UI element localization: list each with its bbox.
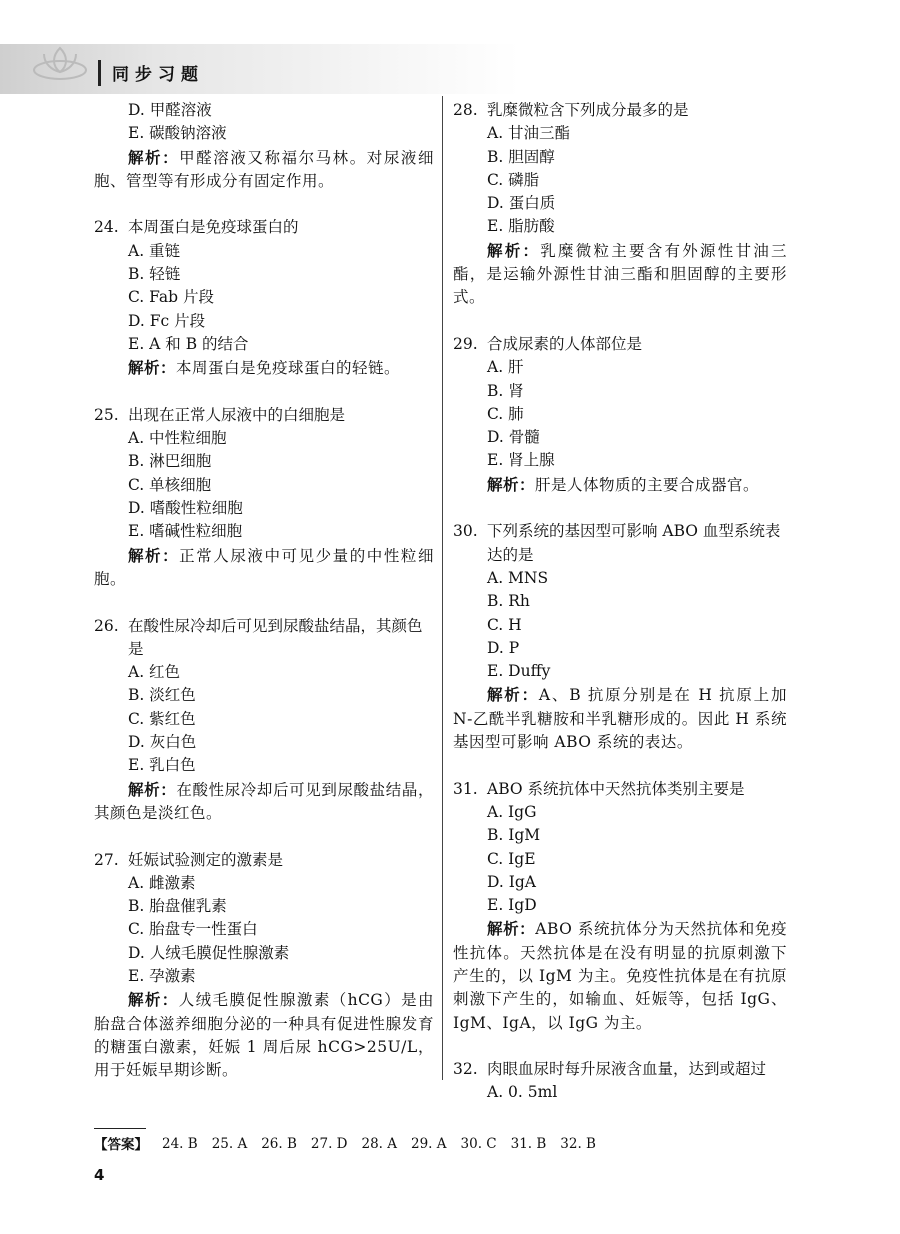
option: A. 红色 [128, 663, 181, 682]
lotus-logo-icon [30, 40, 90, 84]
question-text: 在酸性尿冷却后可见到尿酸盐结晶，其颜色是 [128, 616, 423, 658]
option: B. Rh [487, 592, 530, 611]
option: A. 甘油三酯 [487, 124, 571, 143]
explanation-text: 乳糜微粒主要含有外源性甘油三酯，是运输外源性甘油三酯和胆固醇的主要形式。 [453, 241, 787, 307]
answer-item: 31. B [510, 1136, 547, 1152]
answer-item: 25. A [211, 1136, 248, 1152]
question-number: 30. [453, 522, 478, 541]
answer-item: 29. A [411, 1136, 447, 1152]
option: D. P [487, 638, 520, 657]
answer-item: 30. C [460, 1136, 497, 1152]
explanation [453, 683, 787, 754]
explanation-label: 解析： [128, 779, 177, 799]
explanation [94, 544, 434, 592]
option: D. 嗜酸性粒细胞 [128, 499, 243, 518]
option: A. IgG [487, 802, 537, 821]
option: E. 嗜碱性粒细胞 [128, 522, 243, 541]
question-stem [94, 615, 434, 662]
option: B. 胆固醇 [487, 147, 555, 166]
option: B. 肾 [487, 381, 524, 400]
question-text: 肉眼血尿时每升尿液含血量，达到或超过 [487, 1060, 767, 1079]
question-text: 合成尿素的人体部位是 [487, 334, 643, 353]
option: B. 胎盘催乳素 [128, 897, 227, 916]
option: C. Fab 片段 [128, 288, 214, 307]
option: E. 脂肪酸 [487, 217, 555, 236]
explanation-text: 人绒毛膜促性腺激素（hCG）是由胎盘合体滋养细胞分泌的一种具有促进性腺发育的糖蛋白激素，妊娠 1 周后尿 hCG>25U/L，用于妊娠早期诊断。 [94, 991, 434, 1080]
question-number: 29. [453, 334, 478, 353]
explanation [453, 239, 787, 310]
option: C. 肺 [487, 404, 524, 423]
option: C. 紫红色 [128, 709, 196, 728]
question-stem [453, 1058, 787, 1081]
question-29 [453, 333, 787, 497]
option: C. H [487, 615, 522, 634]
question-stem [453, 520, 787, 567]
option: E. 碳酸钠溶液 [128, 124, 227, 143]
question-number: 24. [94, 218, 119, 237]
option: B. IgM [487, 826, 541, 845]
explanation-label: 解析： [128, 147, 180, 167]
question-text: 乳糜微粒含下列成分最多的是 [487, 101, 689, 119]
answer-label: 【答案】 [94, 1137, 148, 1153]
option: D. 甲醛溶液 [128, 101, 212, 119]
question-stem [453, 333, 787, 356]
question-number: 31. [453, 779, 478, 798]
explanation-text: 肝是人体物质的主要合成器官。 [535, 475, 760, 494]
explanation [453, 473, 787, 497]
explanation-label: 解析： [487, 474, 536, 494]
explanation-label: 解析： [487, 685, 539, 705]
question-text: 下列系统的基因型可影响 ABO 血型系统表达的是 [487, 522, 781, 564]
explanation [94, 988, 434, 1082]
option: E. 肾上腺 [487, 451, 555, 470]
header-divider [98, 60, 101, 86]
option: C. 磷脂 [487, 170, 540, 189]
explanation [94, 146, 434, 194]
option: A. 肝 [487, 358, 524, 377]
page-title: 同步习题 [112, 65, 204, 85]
question-stem [94, 849, 434, 872]
answer-item: 28. A [361, 1136, 397, 1152]
option: A. 重链 [128, 241, 181, 260]
question-stem [94, 216, 434, 239]
question-number: 32. [453, 1060, 478, 1079]
explanation [94, 356, 434, 380]
option: D. 骨髓 [487, 428, 540, 447]
right-column [453, 99, 787, 1128]
option: E. 乳白色 [128, 756, 196, 775]
option: E. 孕激素 [128, 966, 196, 985]
answer-item: 24. B [162, 1136, 198, 1152]
left-column [94, 99, 434, 1106]
option: A. MNS [487, 568, 549, 587]
question-27 [94, 849, 434, 1083]
question-stem [94, 404, 434, 427]
question-number: 27. [94, 850, 119, 869]
explanation-text: 在酸性尿冷却后可见到尿酸盐结晶，其颜色是淡红色。 [94, 780, 434, 822]
question-text: 出现在正常人尿液中的白细胞是 [128, 405, 346, 424]
option: B. 淡红色 [128, 686, 196, 705]
option: B. 淋巴细胞 [128, 452, 212, 471]
answer-item: 27. D [310, 1136, 348, 1152]
option: C. 胎盘专一性蛋白 [128, 920, 258, 939]
option: C. 单核细胞 [128, 475, 212, 494]
option: E. A 和 B 的结合 [128, 334, 249, 353]
question-28 [453, 99, 787, 310]
explanation-text: A、B 抗原分别是在 H 抗原上加 N-乙酰半乳糖胺和半乳糖形成的。因此 H 系统基因型可影响 ABO 系统的表达。 [453, 686, 787, 752]
explanation-label: 解析： [128, 990, 179, 1010]
question-text: 本周蛋白是免疫球蛋白的 [128, 218, 299, 237]
option: D. 蛋白质 [487, 194, 556, 213]
explanation-label: 解析： [128, 358, 177, 378]
option: E. Duffy [487, 662, 551, 681]
option: D. IgA [487, 872, 536, 891]
question-30 [453, 520, 787, 754]
option: A. 0. 5ml [487, 1083, 558, 1102]
option: A. 雌激素 [128, 873, 196, 892]
page-number: 4 [94, 1166, 105, 1184]
question-32 [453, 1058, 787, 1105]
question-23-continued [94, 99, 434, 193]
column-divider [442, 96, 443, 1080]
question-31 [453, 778, 787, 1035]
question-24 [94, 216, 434, 380]
explanation-label: 解析： [128, 545, 180, 565]
answer-rule [94, 1128, 146, 1129]
answer-item: 32. B [560, 1136, 596, 1152]
explanation [453, 917, 787, 1034]
question-stem [453, 99, 787, 122]
question-number: 25. [94, 405, 119, 424]
option: B. 轻链 [128, 265, 181, 284]
question-text: 妊娠试验测定的激素是 [128, 850, 284, 869]
option: C. IgE [487, 849, 536, 868]
explanation-text: 甲醛溶液又称福尔马林。对尿液细胞、管型等有形成分有固定作用。 [94, 148, 434, 190]
option: E. IgD [487, 896, 537, 915]
answer-item: 26. B [261, 1136, 297, 1152]
question-number: 26. [94, 616, 119, 635]
question-stem [453, 778, 787, 801]
answer-key [94, 1133, 610, 1155]
explanation [94, 778, 434, 826]
option: D. 灰白色 [128, 733, 197, 752]
option: A. 中性粒细胞 [128, 429, 227, 448]
explanation-text: 本周蛋白是免疫球蛋白的轻链。 [176, 359, 401, 378]
explanation-label: 解析： [487, 919, 536, 939]
option: D. Fc 片段 [128, 311, 206, 330]
explanation-label: 解析： [487, 240, 541, 260]
question-26 [94, 615, 434, 826]
explanation-text: ABO 系统抗体分为天然抗体和免疫性抗体。天然抗体是在没有明显的抗原刺激下产生的，以 IgM 为主。免疫性抗体是在有抗原刺激下产生的，如输血、妊娠等，包括 IgG、IgM、IgA，以 IgG 为主。 [453, 920, 787, 1032]
question-text: ABO 系统抗体中天然抗体类别主要是 [487, 779, 745, 798]
question-number: 28. [453, 101, 478, 119]
explanation-text: 正常人尿液中可见少量的中性粒细胞。 [94, 546, 434, 588]
question-25 [94, 404, 434, 591]
option: D. 人绒毛膜促性腺激素 [128, 943, 290, 962]
